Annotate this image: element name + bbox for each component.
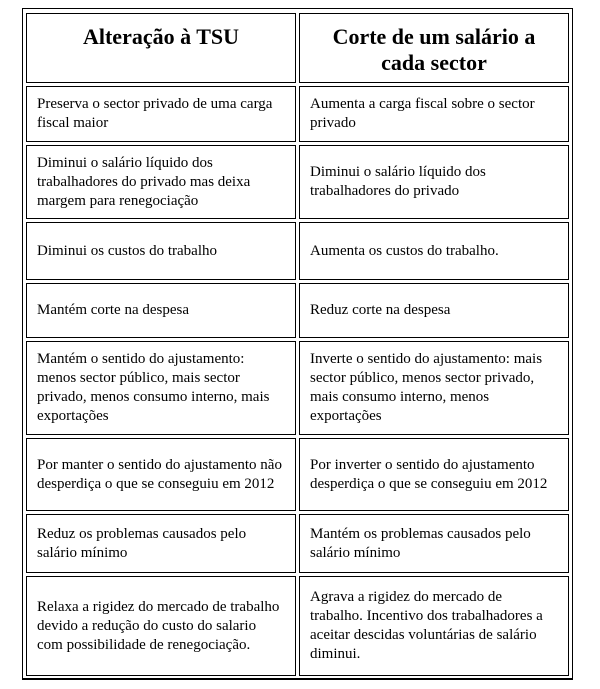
cell-salary-cut: Aumenta os custos do trabalho.	[299, 222, 569, 280]
table-row	[26, 576, 569, 676]
table-row	[26, 514, 569, 573]
table-row	[26, 86, 569, 142]
header-tsu: Alteração à TSU	[26, 13, 296, 83]
table-row	[26, 438, 569, 511]
cell-tsu: Relaxa a rigidez do mercado de trabalho devido a redução do custo do salario com possibilidade de renegociação.	[26, 576, 296, 676]
cell-tsu: Diminui o salário líquido dos trabalhadores do privado mas deixa margem para renegociação	[26, 145, 296, 219]
cell-tsu: Por manter o sentido do ajustamento não desperdiça o que se conseguiu em 2012	[26, 438, 296, 511]
cell-salary-cut: Agrava a rigidez do mercado de trabalho. Incentivo dos trabalhadores a aceitar descidas voluntárias de salário diminui.	[299, 576, 569, 676]
table-row	[26, 341, 569, 435]
cell-salary-cut: Inverte o sentido do ajustamento: mais sector público, menos sector privado, mais consumo interno, menos exportações	[299, 341, 569, 435]
header-row	[26, 13, 569, 83]
cell-tsu: Diminui os custos do trabalho	[26, 222, 296, 280]
cell-salary-cut: Mantém os problemas causados pelo salário mínimo	[299, 514, 569, 573]
cell-salary-cut: Diminui o salário líquido dos trabalhadores do privado	[299, 145, 569, 219]
cell-salary-cut: Por inverter o sentido do ajustamento desperdiça o que se conseguiu em 2012	[299, 438, 569, 511]
table-row	[26, 145, 569, 219]
comparison-table	[23, 10, 572, 679]
table-row	[26, 222, 569, 280]
comparison-table-frame	[22, 8, 573, 680]
cell-salary-cut: Aumenta a carga fiscal sobre o sector privado	[299, 86, 569, 142]
cell-tsu: Preserva o sector privado de uma carga fiscal maior	[26, 86, 296, 142]
header-salary-cut: Corte de um salário a cada sector	[299, 13, 569, 83]
cell-tsu: Reduz os problemas causados pelo salário mínimo	[26, 514, 296, 573]
cell-salary-cut: Reduz corte na despesa	[299, 283, 569, 338]
cell-tsu: Mantém o sentido do ajustamento: menos sector público, mais sector privado, menos consumo interno, mais exportações	[26, 341, 296, 435]
cell-tsu: Mantém corte na despesa	[26, 283, 296, 338]
table-row	[26, 283, 569, 338]
